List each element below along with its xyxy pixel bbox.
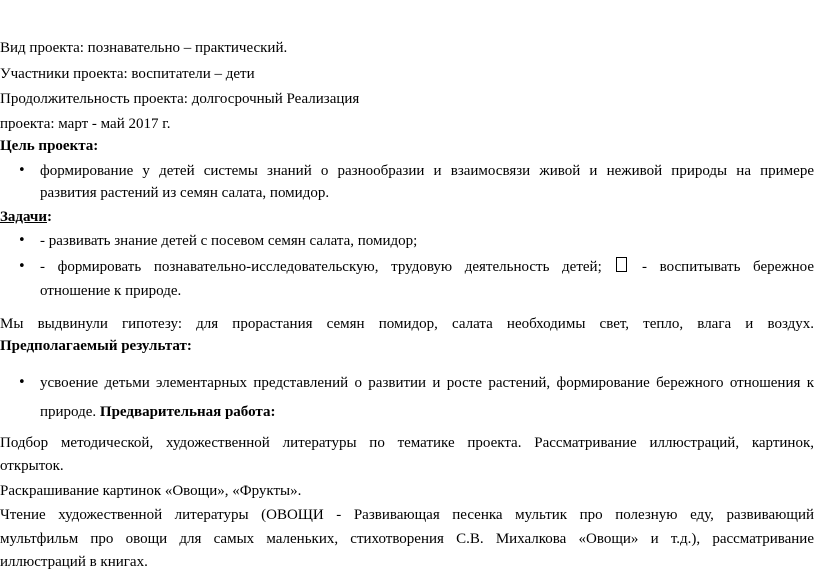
task-item-2-line-1: - формировать познавательно-исследовательскую, трудовую деятельность детей; - воспитывать бережное [40,259,815,275]
participants-line: Участники проекта: воспитатели – дети [0,66,255,82]
reading-line-1: Чтение художественной литературы (ОВОЩИ - Развивающая песенка мультик про полезную еду, развивающий [0,507,814,523]
goal-heading: Цель проекта: [0,138,99,154]
preparatory-work-heading: Предварительная работа: [99,404,276,420]
prep-line-1: Подбор методической, художественной литературы по тематике проекта. Рассматривание иллюстраций, картинок, [0,435,814,451]
goal-item-line-1: формирование у детей системы знаний о разнообразии и взаимосвязи живой и неживой природы на примере [40,163,814,179]
hypothesis-line: Мы выдвинули гипотезу: для прорастания семян помидор, салата необходимы свет, тепло, влага и воздух. [0,316,814,332]
duration-line: Продолжительность проекта: долгосрочный Реализация [0,91,360,107]
result-item-line-1: усвоение детьми элементарных представлений о развитии и росте растений, формирование бережного отношения к [40,375,814,391]
bullet-icon: • [18,259,26,274]
goal-item-line-2: развития растений из семян салата, помидор. [40,185,330,201]
expected-result-heading: Предполагаемый результат: [0,338,192,354]
project-type-line: Вид проекта: познавательно – практический. [0,40,288,56]
coloring-line: Раскрашивание картинок «Овощи», «Фрукты». [0,483,302,499]
missing-glyph-box-icon [616,257,627,272]
reading-line-3: иллюстраций в книгах. [0,554,148,570]
bullet-icon: • [18,163,26,178]
dates-line: проекта: март - май 2017 г. [0,116,171,132]
bullet-icon: • [18,233,26,248]
task-item-1: - развивать знание детей с посевом семян салата, помидор; [40,233,418,249]
reading-line-2: мультфильм про овощи для самых маленьких, стихотворения С.В. Михалкова «Овощи» и т.д.), рассматривание [0,531,814,547]
task-item-2-line-2: отношение к природе. [40,283,182,299]
result-item-line-2: природе. Предварительная работа: [40,404,276,420]
bullet-icon: • [18,375,26,390]
prep-line-2: открыток. [0,458,64,474]
tasks-heading: Задачи: [0,209,53,225]
